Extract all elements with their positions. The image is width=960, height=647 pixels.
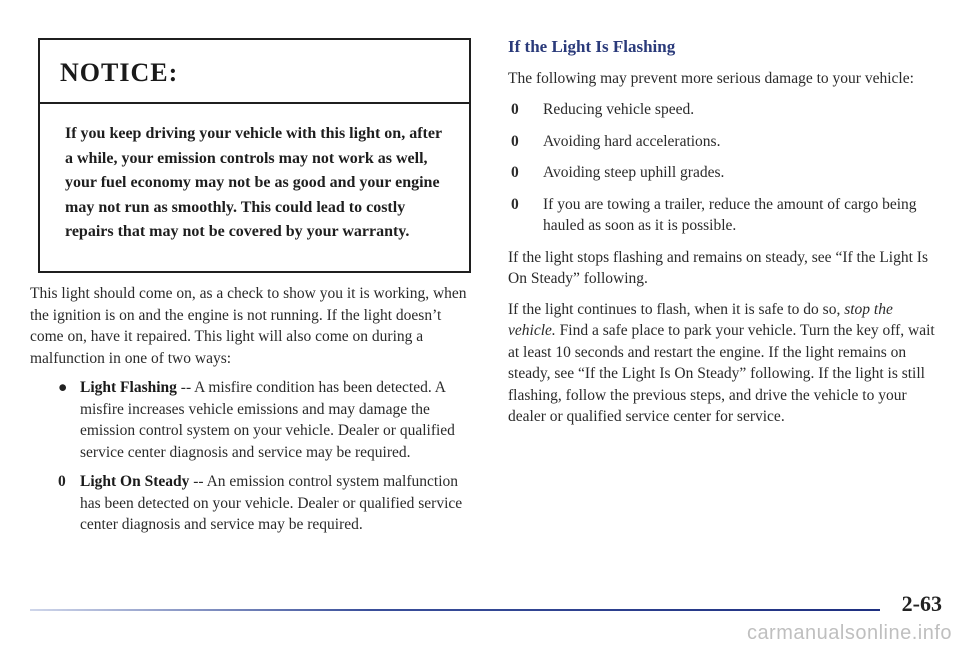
flash-paragraph-emphasis: stop the vehicle. <box>508 300 893 339</box>
right-column <box>508 36 938 428</box>
bullet-marker: 0 <box>511 164 519 181</box>
bullet-marker: 0 <box>58 473 66 490</box>
steady-paragraph: If the light stops flashing and remains on steady, see “If the Light Is On Steady” following. <box>508 248 928 287</box>
flash-paragraph-rest: Find a safe place to park your vehicle. Turn the key off, wait at least 10 seconds and restart the engine. If the light remains on steady, see “If the Light Is On Steady” following. If the light is still flashing, follow the previous steps, and drive the vehicle to your dealer or qualified service center for service. <box>508 322 935 425</box>
page-number: 2-63 <box>901 591 942 616</box>
bullet-marker: 0 <box>511 132 519 150</box>
intro-paragraph: This light should come on, as a check to show you it is working, when the ignition is on and the engine is not running. If the light doesn’t come on, have it repaired. This light will also come on during a malfunction in one of two ways: <box>30 285 467 367</box>
section-heading: If the Light Is Flashing <box>508 37 676 56</box>
notice-header <box>40 40 469 104</box>
bullet-text: If you are towing a trailer, reduce the amount of cargo being hauled as soon as it is possible. <box>543 195 917 234</box>
left-column <box>30 283 475 536</box>
bullet-text: -- An emission control system malfunction has been detected on your vehicle. Dealer or qualified service center diagnosis and service may be required. <box>80 473 463 533</box>
list-item <box>30 471 475 536</box>
bullet-marker: 0 <box>511 101 519 118</box>
notice-body: If you keep driving your vehicle with this light on, after a while, your emission controls may not work as well, your fuel economy may not be as good and your engine may not run as smoothly. This could lead to costly repairs that may not be covered by your warranty. <box>65 125 442 240</box>
notice-box <box>38 38 471 273</box>
bullet-text: -- A misfire condition has been detected. A misfire increases vehicle emissions and may damage the emission control system on your vehicle. Dealer or qualified service center diagnosis and service may be required. <box>80 379 455 461</box>
bullet-marker: ● <box>58 379 68 396</box>
bullet-label: Light Flashing <box>80 379 177 396</box>
list-item <box>508 99 938 121</box>
section-intro: The following may prevent more serious damage to your vehicle: <box>508 69 914 87</box>
watermark: carmanualsonline.info <box>746 622 952 644</box>
list-item <box>508 162 938 184</box>
list-item <box>30 377 475 463</box>
bullet-text: Avoiding steep uphill grades. <box>543 164 725 181</box>
bullet-text: Reducing vehicle speed. <box>543 101 695 118</box>
bullet-text: Avoiding hard accelerations. <box>543 132 721 150</box>
list-item <box>508 194 938 237</box>
footer-rule <box>30 609 880 611</box>
notice-title: NOTICE: <box>60 58 179 87</box>
bullet-label: Light On Steady <box>80 473 190 490</box>
flash-paragraph-start: If the light continues to flash, when it is safe to do so, <box>508 300 841 318</box>
bullet-marker: 0 <box>511 195 519 213</box>
flash-paragraph <box>508 299 938 428</box>
list-item <box>508 131 938 153</box>
